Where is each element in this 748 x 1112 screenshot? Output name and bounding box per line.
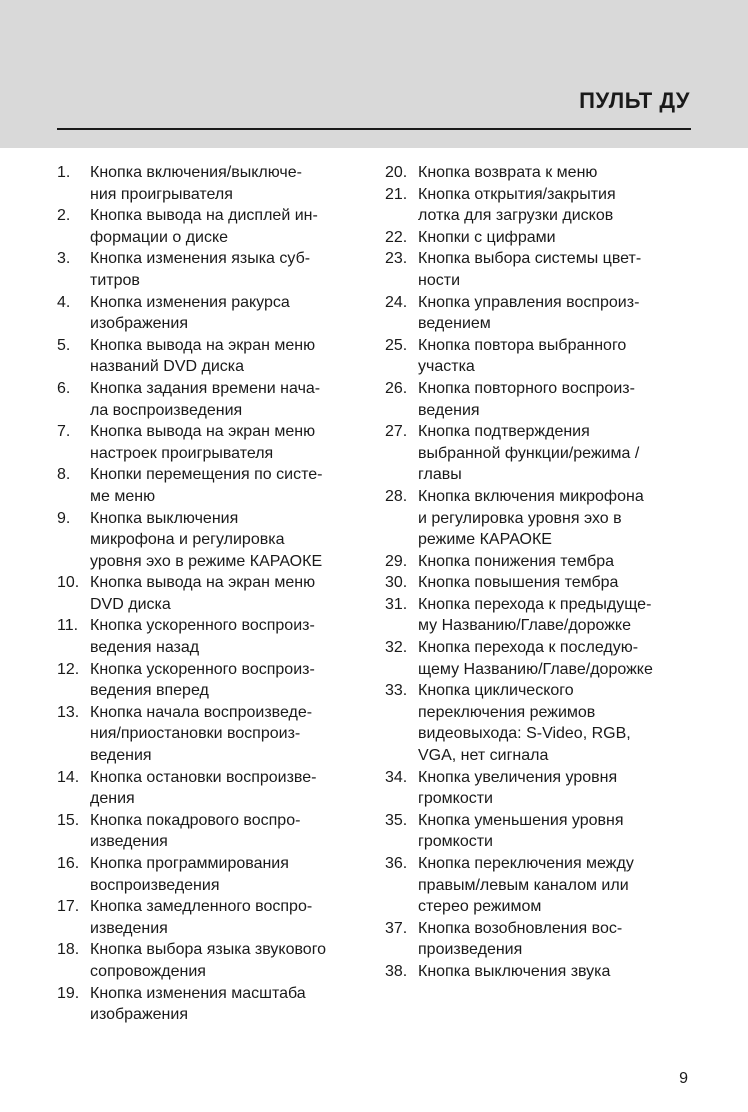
item-text-line: Кнопка изменения масштаба bbox=[90, 984, 306, 1002]
list-item bbox=[385, 594, 695, 637]
list-item bbox=[57, 896, 367, 939]
item-number: 1. bbox=[57, 164, 71, 181]
list-item bbox=[57, 702, 367, 767]
list-item bbox=[385, 961, 695, 983]
header-band bbox=[0, 0, 748, 148]
list-item bbox=[385, 572, 695, 594]
item-number: 34. bbox=[385, 768, 408, 786]
item-text-line: ния/приостановки воспроиз- bbox=[90, 725, 301, 743]
item-text-line: изведения bbox=[90, 833, 168, 851]
item-number: 24. bbox=[385, 293, 408, 311]
item-text-line: ности bbox=[418, 271, 460, 289]
list-item bbox=[385, 853, 695, 918]
item-number: 16. bbox=[57, 855, 80, 872]
item-text-line: DVD диска bbox=[90, 595, 171, 613]
item-number: 12. bbox=[57, 660, 80, 678]
item-text-line: дения bbox=[90, 790, 135, 808]
list-item bbox=[385, 184, 695, 227]
item-number: 28. bbox=[385, 487, 408, 505]
item-text-line: видеовыхода: S-Video, RGB, bbox=[418, 725, 631, 743]
item-text-line: правым/левым каналом или bbox=[418, 876, 629, 894]
list-item bbox=[385, 680, 695, 766]
item-text-line: Кнопка ускоренного воспроиз- bbox=[90, 660, 315, 678]
list-item bbox=[57, 939, 367, 982]
list-item bbox=[57, 205, 367, 248]
item-text-line: Кнопка включения микрофона bbox=[418, 487, 644, 505]
item-number: 32. bbox=[385, 639, 408, 657]
item-text-line: уровня эхо в режиме КАРАОКЕ bbox=[90, 552, 323, 570]
item-text-line: ведения bbox=[418, 401, 480, 419]
item-text-line: Кнопка переключения между bbox=[418, 855, 634, 872]
item-text-line: Кнопка возврата к меню bbox=[418, 164, 598, 181]
list-item bbox=[385, 162, 695, 184]
item-number: 18. bbox=[57, 941, 80, 959]
item-text-line: ния проигрывателя bbox=[90, 185, 233, 203]
list-item bbox=[57, 810, 367, 853]
item-number: 35. bbox=[385, 811, 408, 829]
list-item bbox=[385, 335, 695, 378]
item-number: 15. bbox=[57, 811, 80, 829]
list-item bbox=[385, 486, 695, 551]
item-number: 9. bbox=[57, 509, 71, 527]
item-text-line: громкости bbox=[418, 790, 493, 808]
item-text-line: лотка для загрузки дисков bbox=[418, 207, 614, 225]
item-text-line: Кнопка вывода на экран меню bbox=[90, 336, 316, 354]
item-text-line: ла воспроизведения bbox=[90, 401, 243, 419]
item-text-line: Кнопка перехода к предыдуще- bbox=[418, 595, 652, 613]
list-item bbox=[57, 615, 367, 658]
item-text-line: Кнопки перемещения по систе- bbox=[90, 466, 323, 484]
item-text-line: Кнопка выбора системы цвет- bbox=[418, 250, 642, 268]
item-text-line: изображения bbox=[90, 315, 188, 333]
item-number: 31. bbox=[385, 595, 408, 613]
list-item bbox=[385, 292, 695, 335]
item-number: 19. bbox=[57, 984, 80, 1002]
item-number: 3. bbox=[57, 250, 71, 268]
item-text-line: ме меню bbox=[90, 487, 156, 505]
item-number: 11. bbox=[57, 617, 79, 635]
item-number: 21. bbox=[385, 185, 408, 203]
list-item bbox=[385, 918, 695, 961]
item-number: 38. bbox=[385, 962, 408, 980]
item-number: 29. bbox=[385, 552, 408, 570]
item-text-line: Кнопка выключения bbox=[90, 509, 239, 527]
list-item bbox=[57, 292, 367, 335]
item-text-line: VGA, нет сигнала bbox=[418, 747, 549, 765]
item-text-line: Кнопка перехода к последую- bbox=[418, 639, 639, 657]
item-text-line: Кнопка повтора выбранного bbox=[418, 336, 627, 354]
item-text-line: настроек проигрывателя bbox=[90, 444, 274, 462]
item-text-line: Кнопка повторного воспроиз- bbox=[418, 379, 635, 397]
item-number: 33. bbox=[385, 682, 408, 700]
list-item bbox=[57, 378, 367, 421]
item-text-line: Кнопка понижения тембра bbox=[418, 552, 615, 570]
item-text-line: Кнопка выбора языка звукового bbox=[90, 941, 327, 959]
list-item bbox=[385, 421, 695, 486]
right-column-list bbox=[385, 162, 695, 983]
item-number: 13. bbox=[57, 703, 80, 721]
item-text-line: громкости bbox=[418, 833, 493, 851]
item-number: 27. bbox=[385, 423, 408, 441]
item-text-line: главы bbox=[418, 466, 462, 484]
list-item bbox=[57, 421, 367, 464]
item-text-line: Кнопка задания времени нача- bbox=[90, 379, 321, 397]
item-text-line: режиме КАРАОКЕ bbox=[418, 531, 552, 549]
item-number: 22. bbox=[385, 228, 408, 246]
item-text-line: Кнопки с цифрами bbox=[418, 228, 556, 246]
item-text-line: микрофона и регулировка bbox=[90, 531, 285, 549]
item-text-line: Кнопка управления воспроиз- bbox=[418, 293, 640, 311]
item-text-line: произведения bbox=[418, 941, 523, 959]
item-text-line: стерео режимом bbox=[418, 898, 542, 916]
item-text-line: Кнопка циклического bbox=[418, 682, 574, 700]
item-text-line: Кнопка вывода на экран меню bbox=[90, 423, 316, 441]
item-text-line: Кнопка ускоренного воспроиз- bbox=[90, 617, 315, 635]
list-item bbox=[57, 508, 367, 573]
item-number: 7. bbox=[57, 423, 71, 441]
item-text-line: Кнопка подтверждения bbox=[418, 423, 590, 441]
item-number: 26. bbox=[385, 379, 408, 397]
item-number: 6. bbox=[57, 379, 71, 397]
item-text-line: Кнопка вывода на экран меню bbox=[90, 574, 316, 592]
list-item bbox=[385, 767, 695, 810]
item-number: 20. bbox=[385, 164, 408, 181]
item-number: 2. bbox=[57, 207, 71, 225]
list-item bbox=[57, 162, 367, 205]
list-item bbox=[385, 551, 695, 573]
item-text-line: Кнопка изменения ракурса bbox=[90, 293, 290, 311]
list-item bbox=[385, 378, 695, 421]
item-text-line: му Названию/Главе/дорожке bbox=[418, 617, 631, 635]
item-text-line: Кнопка начала воспроизведе- bbox=[90, 703, 313, 721]
item-number: 8. bbox=[57, 466, 71, 484]
item-text-line: Кнопка изменения языка суб- bbox=[90, 250, 311, 268]
page-title: ПУЛЬТ ДУ bbox=[579, 88, 690, 113]
item-text-line: ведения bbox=[90, 747, 152, 765]
list-item bbox=[57, 464, 367, 507]
item-text-line: участка bbox=[418, 358, 475, 376]
list-item bbox=[57, 335, 367, 378]
item-text-line: ведением bbox=[418, 315, 491, 333]
list-item bbox=[385, 248, 695, 291]
item-number: 37. bbox=[385, 919, 408, 937]
item-text-line: ведения назад bbox=[90, 639, 200, 657]
list-item bbox=[57, 659, 367, 702]
item-text-line: ведения вперед bbox=[90, 682, 209, 700]
item-number: 30. bbox=[385, 574, 408, 592]
list-item bbox=[57, 248, 367, 291]
item-text-line: выбранной функции/режима / bbox=[418, 444, 640, 462]
item-number: 4. bbox=[57, 293, 71, 311]
item-text-line: Кнопка остановки воспроизве- bbox=[90, 768, 317, 786]
item-number: 25. bbox=[385, 336, 408, 354]
left-column-list bbox=[57, 162, 367, 1026]
list-item bbox=[385, 637, 695, 680]
item-text-line: сопровождения bbox=[90, 962, 206, 980]
item-text-line: Кнопка уменьшения уровня bbox=[418, 811, 624, 829]
item-text-line: Кнопка возобновления вос- bbox=[418, 919, 623, 937]
item-text-line: Кнопка программирования bbox=[90, 855, 289, 872]
item-text-line: и регулировка уровня эхо в bbox=[418, 509, 622, 527]
item-text-line: Кнопка выключения звука bbox=[418, 962, 611, 980]
list-item bbox=[385, 227, 695, 249]
item-text-line: Кнопка открытия/закрытия bbox=[418, 185, 616, 203]
list-item bbox=[57, 572, 367, 615]
item-text-line: щему Названию/Главе/дорожке bbox=[418, 660, 653, 678]
item-text-line: Кнопка покадрового воспро- bbox=[90, 811, 301, 829]
list-item bbox=[57, 983, 367, 1026]
item-text-line: названий DVD диска bbox=[90, 358, 245, 376]
item-text-line: титров bbox=[90, 271, 140, 289]
item-number: 14. bbox=[57, 768, 80, 786]
item-text-line: Кнопка включения/выключе- bbox=[90, 164, 302, 181]
item-text-line: изведения bbox=[90, 919, 168, 937]
list-item bbox=[385, 810, 695, 853]
header-divider bbox=[57, 128, 691, 130]
item-number: 23. bbox=[385, 250, 408, 268]
item-number: 36. bbox=[385, 855, 408, 872]
item-text-line: формации о диске bbox=[90, 228, 229, 246]
item-text-line: Кнопка вывода на дисплей ин- bbox=[90, 207, 318, 225]
item-number: 5. bbox=[57, 336, 71, 354]
item-number: 10. bbox=[57, 574, 80, 592]
item-text-line: Кнопка замедленного воспро- bbox=[90, 898, 313, 916]
item-number: 17. bbox=[57, 898, 80, 916]
list-item bbox=[57, 767, 367, 810]
list-item bbox=[57, 853, 367, 896]
item-text-line: воспроизведения bbox=[90, 876, 220, 894]
item-text-line: Кнопка увеличения уровня bbox=[418, 768, 618, 786]
item-text-line: переключения режимов bbox=[418, 703, 596, 721]
page-number: 9 bbox=[679, 1070, 688, 1087]
item-text-line: изображения bbox=[90, 1006, 188, 1024]
item-text-line: Кнопка повышения тембра bbox=[418, 574, 619, 592]
